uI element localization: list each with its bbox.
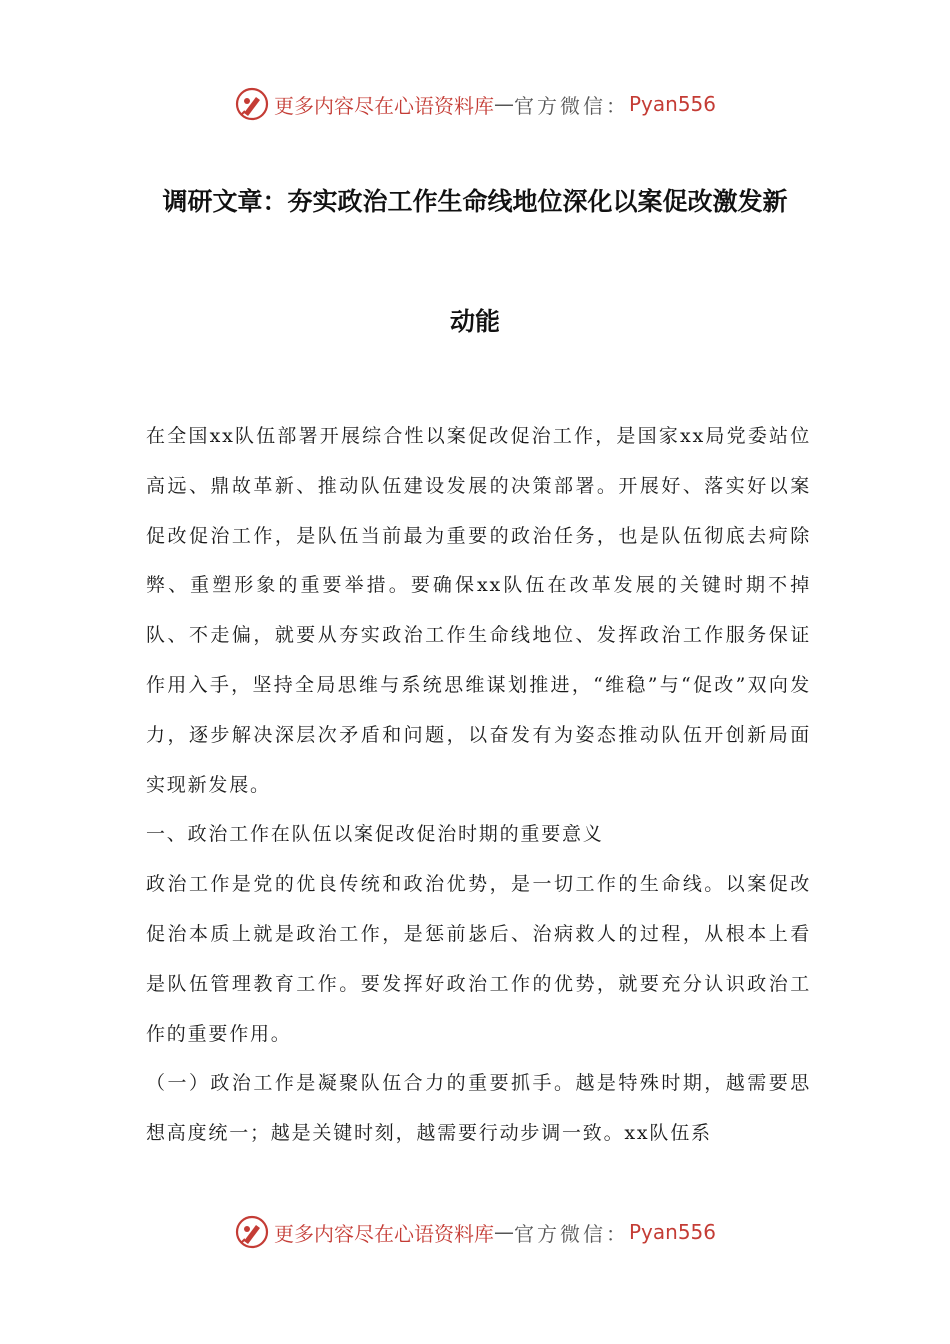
body-paragraph-2: 政治工作是党的优良传统和政治优势，是一切工作的生命线。以案促改促治本质上就是政治工作，是惩前毖后、治病救人的过程，从根本上看是队伍管理教育工作。要发挥好政治工作的优势，就要充分认识政治工作的重要作用。 bbox=[146, 873, 811, 1045]
banner-dash: — bbox=[493, 92, 514, 116]
document-title-line-2: 动能 bbox=[449, 307, 500, 336]
pen-nib-logo-icon bbox=[234, 86, 270, 122]
body-paragraph-3: （一）政治工作是凝聚队伍合力的重要抓手。越是特殊时期，越需要思想高度统一；越是关键时刻，越需要行动步调一致。xx队伍系 bbox=[146, 1072, 811, 1145]
body-paragraph-intro: 在全国xx队伍部署开展综合性以案促改促治工作，是国家xx局党委站位高远、鼎故革新、推动队伍建设发展的决策部署。开展好、落实好以案促改促治工作，是队伍当前最为重要的政治任务，也是队伍彻底去疴除弊、重塑形象的重要举措。要确保xx队伍在改革发展的关键时期不掉队、不走偏，就要从夯实政治工作生命线地位、发挥政治工作服务保证作用入手，坚持全局思维与系统思维谋划推进，“维稳”与“促改”双向发力，逐步解决深层次矛盾和问题，以奋发有为姿态推动队伍开创新局面实现新发展。 bbox=[146, 425, 811, 796]
document-body bbox=[146, 412, 811, 1159]
banner-wechat-id: Pyan556 bbox=[628, 1220, 716, 1244]
document-title-line-1: 调研文章：夯实政治工作生命线地位深化以案促改激发新 bbox=[162, 187, 788, 216]
banner-official-label: 官方微信： bbox=[513, 1221, 629, 1246]
footer-watermark-banner bbox=[0, 1212, 950, 1252]
banner-slogan: 更多内容尽在心语资料库 bbox=[273, 1221, 494, 1246]
banner-official-label: 官方微信： bbox=[513, 93, 629, 118]
header-watermark-banner bbox=[0, 84, 950, 124]
banner-dash: — bbox=[493, 1220, 514, 1244]
section-heading-1: 一、政治工作在队伍以案促改促治时期的重要意义 bbox=[146, 823, 604, 846]
banner-slogan: 更多内容尽在心语资料库 bbox=[273, 93, 494, 118]
pen-nib-logo-icon bbox=[234, 1214, 270, 1250]
banner-wechat-id: Pyan556 bbox=[628, 92, 716, 116]
